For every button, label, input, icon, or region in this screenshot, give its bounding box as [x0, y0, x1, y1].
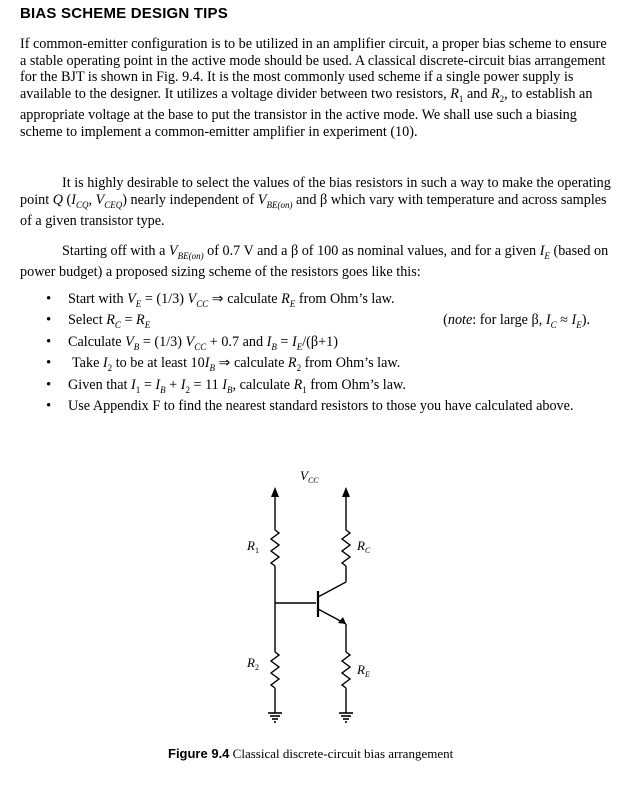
list-item: • Start with $V_E = (1/3)$ $V_{CC}$ ⇒ calculate $R_E$ from Ohm’s law.: [46, 291, 606, 312]
resistor-rc: [342, 530, 350, 566]
ground-right: [339, 713, 353, 722]
sizing-steps-list: [46, 291, 606, 415]
note-large-beta: (note: for large β, $I_C \approx I_E$).: [443, 312, 590, 331]
list-item: • Calculate $V_B = (1/3) V_{CC} + 0.7$ and $I_B = I_E/(\beta+1)$: [46, 334, 606, 355]
resistor-re: [342, 652, 350, 688]
r2-label: $R_2$: [247, 655, 259, 672]
re-label: $R_E$: [357, 662, 370, 679]
page-title: BIAS SCHEME DESIGN TIPS: [20, 5, 228, 22]
list-item: • Given that $I_1 = I_B + I_2 = 11$ $I_B$, calculate $R_1$ from Ohm’s law.: [46, 377, 606, 398]
ground-left: [268, 713, 282, 722]
emitter-arrow: [338, 617, 346, 624]
resistor-r2: [271, 652, 279, 688]
vcc-arrow-left: [271, 487, 279, 497]
r1-label: $R_1$: [247, 538, 259, 555]
paragraph-intro: If common-emitter configuration is to be utilized in an amplifier circuit, a proper bias scheme to ensure a stable operating point in the active mode should be used. A classical discrete-circuit bias arrangement for the BJT is shown in Fig. 9.4. It is the most commonly used scheme if a single power supply is available to the designer. It utilizes a voltage divider between two resistors, $R_1$ and $R_2$, to establish an appropriate voltage at the base to put the transistor in the active mode. We shall use such a biasing scheme to implement a common-emitter amplifier in experiment (10).: [20, 36, 607, 140]
figure-number: Figure 9.4: [168, 746, 230, 761]
list-item: • Select $R_C = R_E$ (note: for large β, $I_C \approx I_E$).: [46, 312, 606, 333]
list-item: • Use Appendix F to find the nearest standard resistors to those you have calculated above.: [46, 398, 606, 415]
paragraph-sizing: Starting off with a $V_{BE(on)}$ of 0.7 V and a β of 100 as nominal values, and for a given $I_E$ (based on power budget) a proposed sizing scheme of the resistors goes like this:: [20, 243, 609, 281]
resistor-r1: [271, 530, 279, 566]
vcc-arrow-right: [342, 487, 350, 497]
paragraph-operating-point: It is highly desirable to select the values of the bias resistors in such a way to make the operating point Q ($I_{CQ}$, $V_{CEQ}$) nearly independent of $V_{BE(on)}$ and β which vary with temperature and across samples of a given transistor type.: [20, 175, 611, 230]
figure-caption: [168, 746, 453, 762]
rc-label: $R_C$: [357, 538, 371, 555]
caption-text: Classical discrete-circuit bias arrangement: [232, 746, 454, 761]
vcc-label: $V_{CC}$: [300, 468, 319, 485]
list-item: • Take $I_2$ to be at least $10I_B$ ⇒ calculate $R_2$ from Ohm’s law.: [46, 355, 606, 376]
